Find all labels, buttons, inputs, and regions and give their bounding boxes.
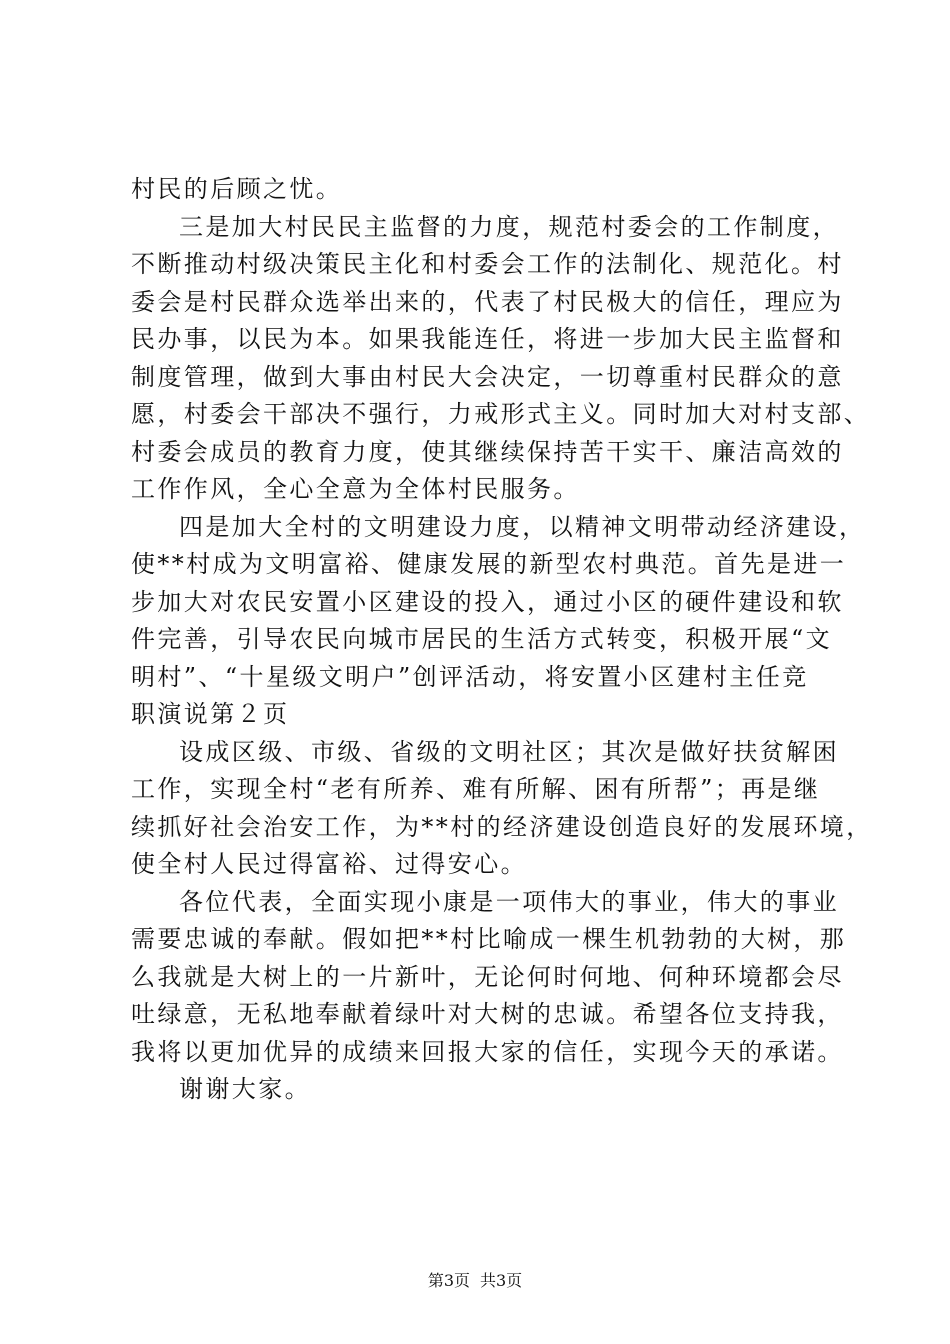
text-line: 不断推动村级决策民主化和村委会工作的法制化、规范化。村 <box>131 250 844 278</box>
paragraph-start-line: 四是加大全村的文明建设力度，以精神文明带动经济建设， <box>179 512 866 541</box>
page-number-current: 第3页 <box>427 1271 470 1290</box>
text-line: 明村”、“十星级文明户”创评活动，将安置小区建村主任竞 <box>131 662 809 691</box>
text-line: 村委会成员的教育力度，使其继续保持苦干实干、廉洁高效的 <box>131 437 844 466</box>
text-line: 村民的后顾之忧。 <box>131 175 343 203</box>
paragraph-start-line: 三是加大村民民主监督的力度，规范村委会的工作制度， <box>179 212 839 241</box>
text-line: 需要忠诚的奉献。假如把**村比喻成一棵生机勃勃的大树，那 <box>131 925 847 953</box>
text-line: 委会是村民群众选举出来的，代表了村民极大的信任，理应为 <box>131 287 844 316</box>
text-line: 制度管理，做到大事由村民大会决定，一切尊重村民群众的意 <box>131 362 844 391</box>
text-line: 工作作风，全心全意为全体村民服务。 <box>131 475 580 503</box>
text-line: 我将以更加优异的成绩来回报大家的信任，实现今天的承诺。 <box>131 1037 844 1066</box>
paragraph-start-line: 谢谢大家。 <box>179 1075 311 1103</box>
text-line: 吐绿意，无私地奉献着绿叶对大树的忠诚。希望各位支持我， <box>131 1000 844 1028</box>
text-line: 民办事，以民为本。如果我能连任，将进一步加大民主监督和 <box>131 325 844 353</box>
text-line: 愿，村委会干部决不强行，力戒形式主义。同时加大对村支部、 <box>131 400 871 428</box>
paragraph-start-line: 各位代表，全面实现小康是一项伟大的事业，伟大的事业 <box>179 887 839 916</box>
text-line: 续抓好社会治安工作，为**村的经济建设创造良好的发展环境， <box>131 812 873 841</box>
text-line: 件完善，引导农民向城市居民的生活方式转变，积极开展“文 <box>131 625 833 653</box>
document-body <box>131 171 873 1109</box>
text-line: 使**村成为文明富裕、健康发展的新型农村典范。首先是进一 <box>131 550 847 578</box>
page-footer <box>0 1271 950 1291</box>
paragraph-start-line: 设成区级、市级、省级的文明社区；其次是做好扶贫解困 <box>179 737 839 766</box>
text-line: 步加大对农民安置小区建设的投入，通过小区的硬件建设和软 <box>131 587 844 616</box>
page-number-total: 共3页 <box>480 1271 523 1290</box>
text-line: 工作，实现全村“老有所养、难有所解、困有所帮”；再是继 <box>131 775 821 803</box>
text-line: 职演说第２页 <box>131 700 290 728</box>
text-line: 使全村人民过得富裕、过得安心。 <box>131 850 527 878</box>
text-line: 么我就是大树上的一片新叶，无论何时何地、何种环境都会尽 <box>131 962 844 991</box>
